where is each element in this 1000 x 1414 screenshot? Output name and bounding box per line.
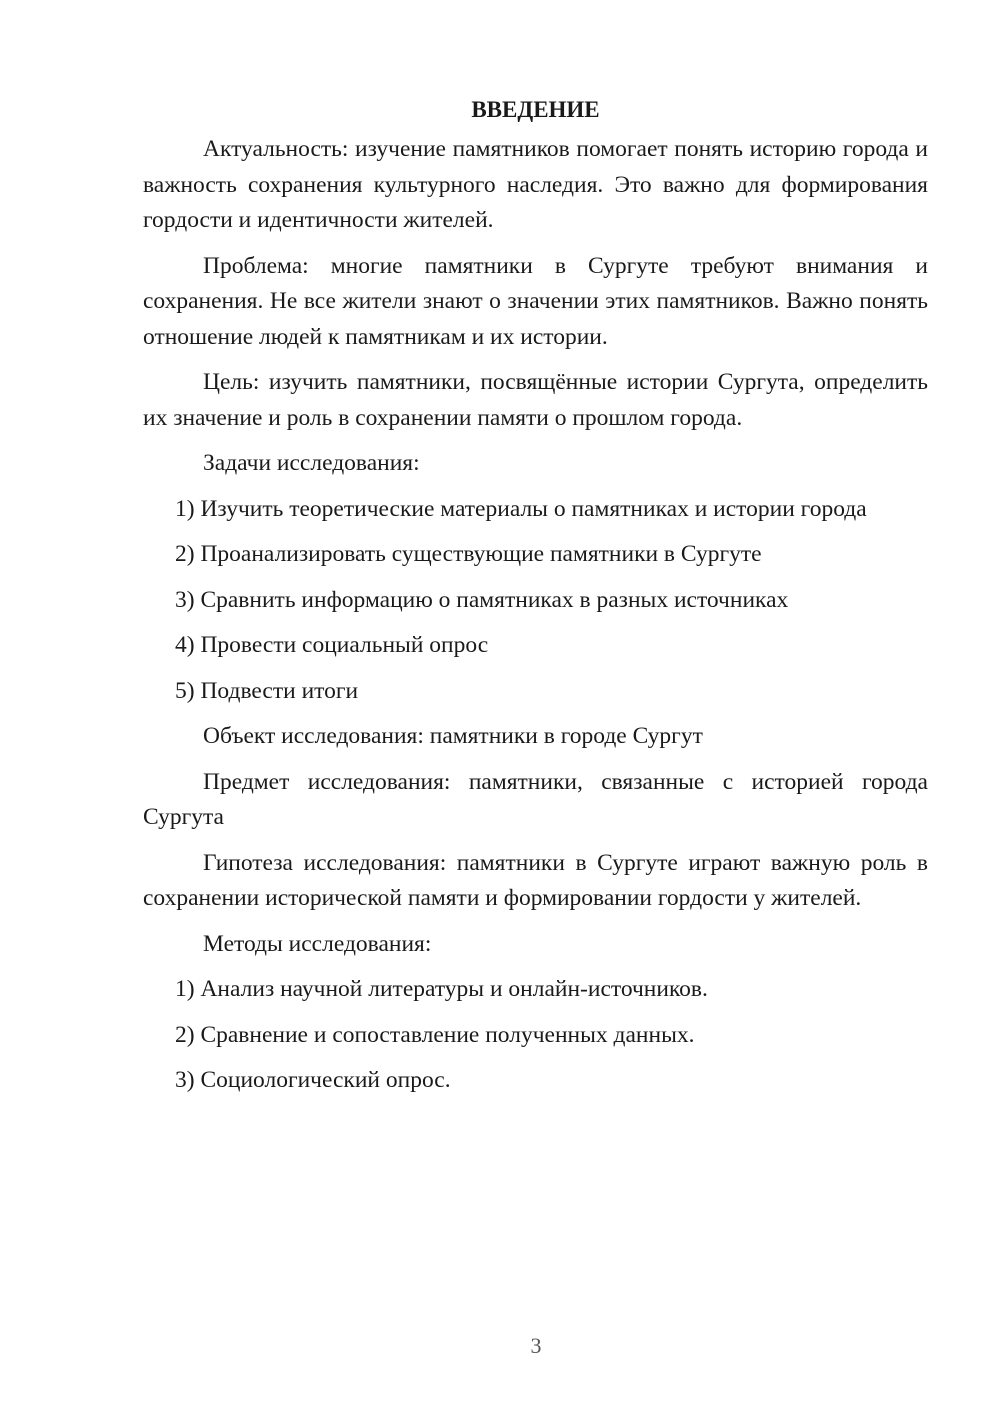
hypothesis-paragraph: Гипотеза исследования: памятники в Сургуте играют важную роль в сохранении исторической памяти и формировании гордости у жителей. — [143, 849, 928, 911]
document-page — [143, 92, 928, 1109]
tasks-list — [143, 492, 928, 710]
list-item: 1) Изучить теоретические материалы о памятниках и истории города — [175, 495, 867, 522]
list-item: 2) Проанализировать существующие памятники в Сургуте — [175, 541, 762, 567]
relevance-paragraph: Актуальность: изучение памятников помогает понять историю города и важность сохранения культурного наследия. Это важно для формирования гордости и идентичности жителей. — [143, 136, 928, 233]
problem-paragraph: Проблема: многие памятники в Сургуте требуют внимания и сохранения. Не все жители знают о значении этих памятников. Важно понять отношение людей к памятникам и их истории. — [143, 252, 928, 350]
object-paragraph: Объект исследования: памятники в городе Сургут — [203, 723, 703, 749]
page-title: ВВЕДЕНИЕ — [471, 97, 600, 122]
list-item: 5) Подвести итоги — [175, 677, 359, 704]
list-item: 3) Сравнить информацию о памятниках в разных источниках — [175, 586, 789, 613]
page-number: 3 — [530, 1333, 542, 1358]
tasks-heading: Задачи исследования: — [203, 450, 420, 476]
list-item: 4) Провести социальный опрос — [175, 632, 489, 658]
methods-list — [143, 972, 928, 1099]
subject-paragraph: Предмет исследования: памятники, связанные с историей города Сургута — [143, 768, 928, 830]
goal-paragraph: Цель: изучить памятники, посвящённые истории Сургута, определить их значение и роль в сохранении памяти о прошлом города. — [143, 369, 928, 431]
list-item: 3) Социологический опрос. — [175, 1067, 451, 1093]
methods-heading: Методы исследования: — [203, 930, 432, 957]
list-item: 2) Сравнение и сопоставление полученных данных. — [175, 1021, 695, 1048]
list-item: 1) Анализ научной литературы и онлайн-источников. — [175, 976, 708, 1002]
